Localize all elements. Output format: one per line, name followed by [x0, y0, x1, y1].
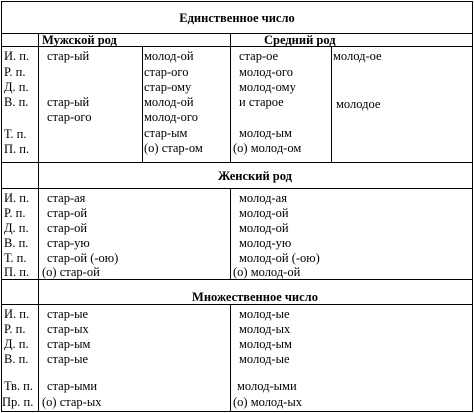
- rule: [331, 46, 332, 162]
- cell: стар-ая: [47, 191, 86, 205]
- cell: (о) молод-ых: [233, 395, 302, 409]
- cell: стар-ые: [47, 352, 89, 366]
- case-label: В. п.: [4, 95, 29, 109]
- cell: молод-ому: [239, 80, 296, 94]
- case-label: Пр. п.: [2, 395, 34, 409]
- singular-title: Единственное число: [179, 11, 295, 25]
- cell: молод-ых: [239, 322, 291, 336]
- case-label: Д. п.: [4, 221, 29, 235]
- rule: [2, 162, 472, 163]
- case-label: И. п.: [4, 307, 30, 321]
- cell: молод-ого: [239, 65, 293, 79]
- cell: стар-ому: [144, 80, 192, 94]
- cell: молод-ого: [144, 110, 198, 124]
- case-label: Р. п.: [4, 206, 26, 220]
- feminine-title: Женский род: [218, 169, 292, 183]
- cell: стар-ым: [144, 126, 188, 140]
- cell: стар-ое: [239, 49, 279, 63]
- cell: молод-ыми: [237, 379, 297, 393]
- cell: молод-ые: [239, 307, 290, 321]
- cell: молод-ое: [333, 49, 382, 63]
- declension-table: [1, 1, 473, 412]
- cell: стар-ый: [47, 49, 90, 63]
- cell: стар-ой: [47, 221, 88, 235]
- cell: стар-ую: [47, 236, 90, 250]
- case-label: Т. п.: [4, 251, 27, 265]
- rule: [2, 279, 472, 280]
- cell: молод-ым: [239, 337, 292, 351]
- masculine-header: Мужской род: [42, 33, 117, 47]
- cell: стар-ой (-ою): [47, 251, 119, 265]
- case-column-rule: [38, 33, 39, 412]
- case-label: П. п.: [4, 265, 30, 279]
- cell: стар-ого: [144, 65, 189, 79]
- cell: молод-ая: [239, 191, 287, 205]
- rule: [2, 188, 472, 189]
- rule: [230, 188, 231, 279]
- cell: стар-ые: [47, 307, 89, 321]
- rule: [230, 33, 231, 162]
- rule: [142, 46, 143, 162]
- cell: (о) молод-ой: [233, 265, 301, 279]
- cell: молод-ой (-ою): [239, 251, 320, 265]
- cell: (о) стар-ой: [42, 265, 100, 279]
- cell: (о) молод-ом: [233, 141, 302, 155]
- cell: молод-ой: [144, 95, 194, 109]
- rule: [230, 304, 231, 412]
- cell: стар-ым: [47, 337, 91, 351]
- case-label: В. п.: [4, 352, 29, 366]
- cell: стар-ыми: [47, 379, 98, 393]
- case-label: Р. п.: [4, 65, 26, 79]
- case-label: П. п.: [4, 142, 30, 156]
- case-label: И. п.: [4, 191, 30, 205]
- case-label: Тв. п.: [4, 379, 33, 393]
- cell: молод-ые: [239, 352, 290, 366]
- case-label: В. п.: [4, 236, 29, 250]
- cell: и старое: [239, 95, 284, 109]
- cell: молод-ую: [239, 236, 292, 250]
- cell: молод-ой: [144, 49, 194, 63]
- cell: стар-ого: [47, 110, 92, 124]
- cell: молод-ым: [239, 126, 292, 140]
- rule: [2, 304, 472, 305]
- case-label: Т. п.: [4, 127, 27, 141]
- cell: молодое: [336, 97, 381, 111]
- case-label: Д. п.: [4, 80, 29, 94]
- neuter-header: Средний род: [264, 33, 336, 47]
- cell: стар-ых: [47, 322, 89, 336]
- case-label: Д. п.: [4, 337, 29, 351]
- cell: стар-ый: [47, 95, 90, 109]
- plural-title: Множественное число: [192, 290, 318, 304]
- cell: стар-ой: [47, 206, 88, 220]
- case-label: Р. п.: [4, 322, 26, 336]
- cell: молод-ой: [239, 206, 289, 220]
- case-label: И. п.: [4, 49, 30, 63]
- cell: молод-ой: [239, 221, 289, 235]
- cell: (о) стар-ых: [42, 395, 102, 409]
- cell: (о) стар-ом: [144, 141, 203, 155]
